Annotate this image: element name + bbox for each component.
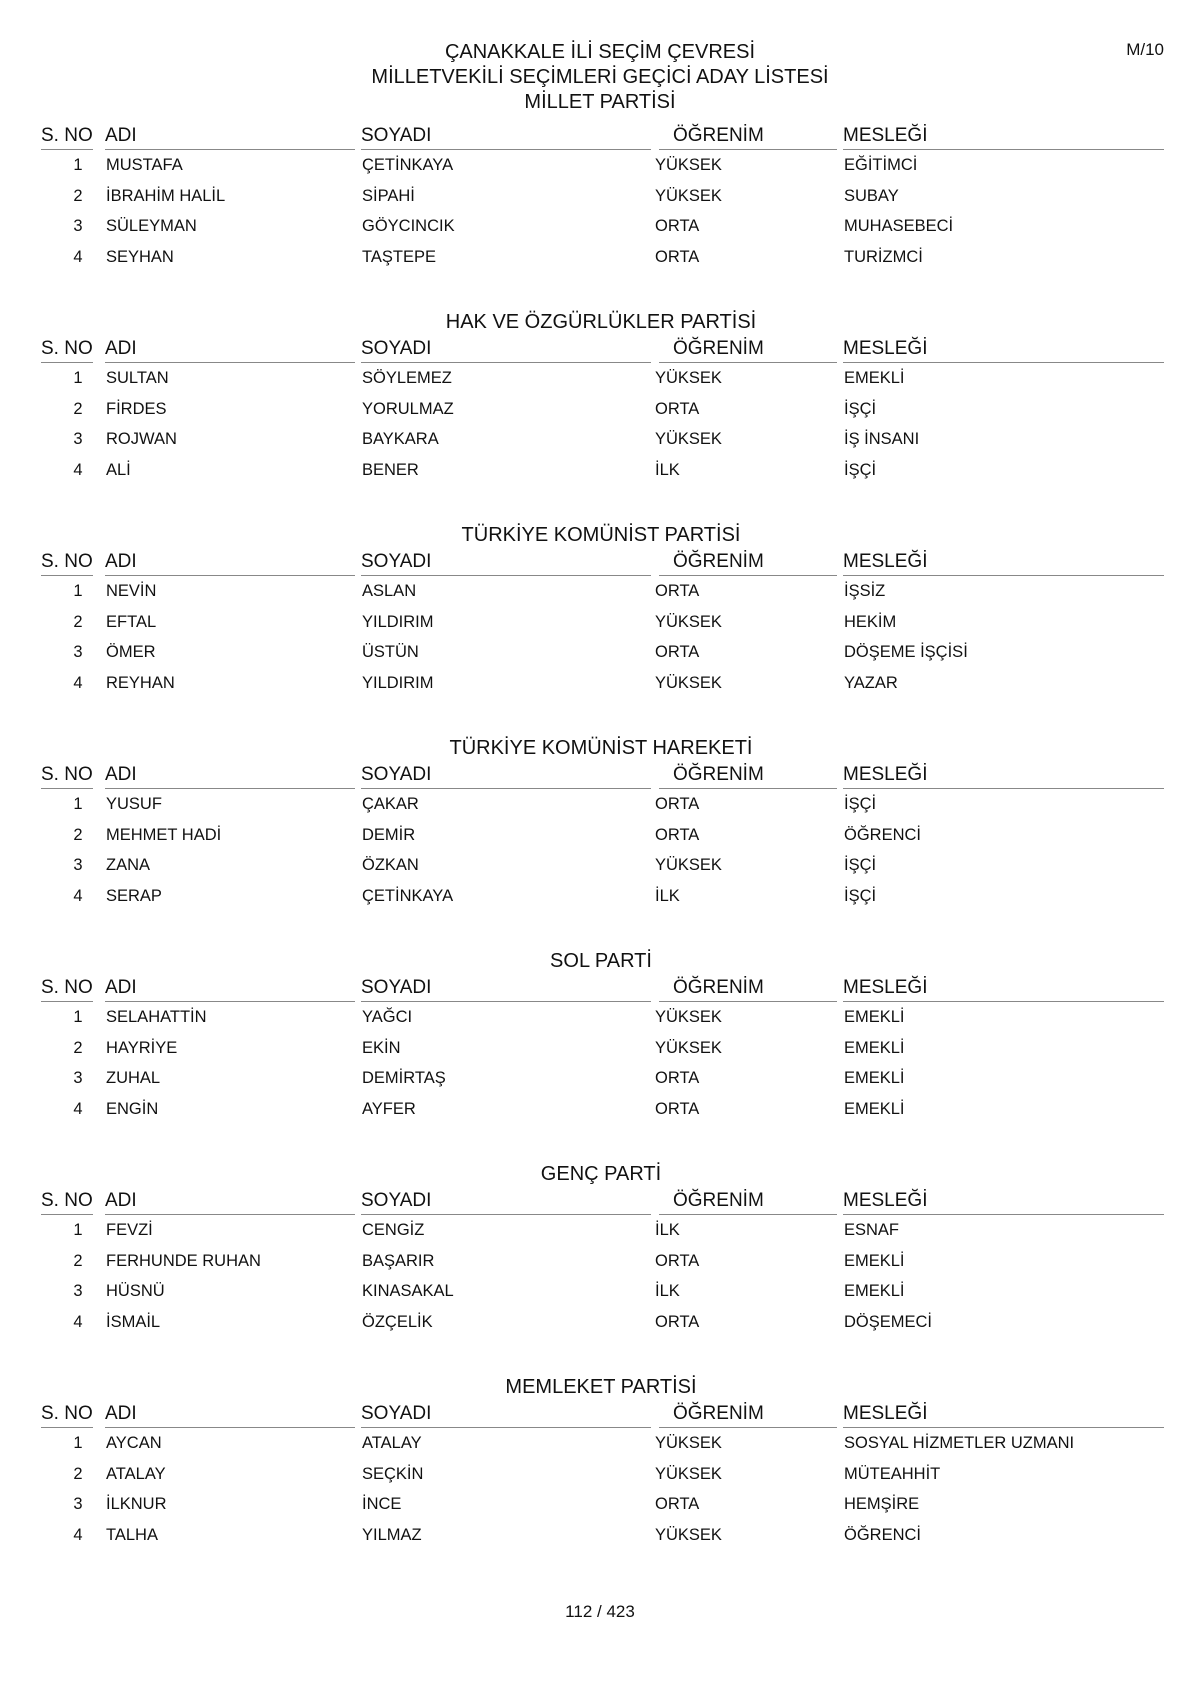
party-section [38, 737, 1164, 972]
candidate-rows [38, 1002, 1164, 1124]
column-header-adi: ADI [105, 124, 355, 150]
cell-meslek: EMEKLİ [844, 1282, 905, 1300]
cell-adi: AYCAN [106, 1434, 162, 1452]
column-header-soyadi: SOYADI [361, 124, 651, 150]
cell-meslek: ÖĞRENCİ [844, 825, 922, 844]
cell-adi: TALHA [106, 1525, 158, 1544]
cell-adi: FİRDES [106, 399, 167, 418]
cell-adi: SÜLEYMAN [106, 217, 197, 235]
cell-no: 4 [73, 1099, 83, 1118]
column-header-no: S. NO [41, 976, 93, 1002]
cell-soyadi: ÇETİNKAYA [362, 156, 454, 174]
column-header-no: S. NO [41, 124, 93, 150]
cell-no: 2 [73, 1251, 83, 1270]
cell-adi: ÖMER [106, 643, 156, 661]
table-header [38, 976, 1164, 1002]
cell-adi: ATALAY [106, 1464, 166, 1483]
column-header-ogrenim: ÖĞRENİM [659, 763, 837, 789]
table-row [38, 850, 1164, 881]
cell-soyadi: YORULMAZ [362, 399, 454, 418]
cell-meslek: EMEKLİ [844, 1038, 905, 1057]
cell-meslek: İŞÇİ [844, 886, 877, 905]
column-header-no: S. NO [41, 763, 93, 789]
cell-no: 2 [73, 1038, 83, 1057]
document-header [0, 40, 1200, 115]
table-row [38, 1428, 1164, 1459]
cell-no: 3 [73, 217, 83, 235]
cell-soyadi: DEMİRTAŞ [362, 1069, 446, 1087]
column-header-adi: ADI [105, 1189, 355, 1215]
cell-no: 1 [73, 1221, 83, 1239]
cell-no: 3 [73, 430, 83, 448]
column-header-meslek: MESLEĞİ [843, 1189, 1164, 1215]
table-row [38, 1307, 1164, 1338]
party-title: SOL PARTİ [550, 950, 652, 972]
cell-meslek: MÜTEAHHİT [844, 1464, 941, 1483]
cell-no: 4 [73, 460, 83, 479]
cell-ogrenim: ORTA [655, 399, 700, 418]
cell-adi: MUSTAFA [106, 156, 183, 174]
table-row [38, 1489, 1164, 1520]
cell-no: 1 [73, 156, 83, 174]
cell-no: 2 [73, 825, 83, 844]
candidate-rows [38, 576, 1164, 698]
table-header [38, 337, 1164, 363]
cell-adi: FERHUNDE RUHAN [106, 1251, 261, 1270]
table-header [38, 1189, 1164, 1215]
cell-ogrenim: ORTA [655, 1495, 700, 1513]
column-header-ogrenim: ÖĞRENİM [659, 124, 837, 150]
cell-ogrenim: YÜKSEK [655, 430, 722, 448]
cell-soyadi: BENER [362, 460, 419, 479]
column-header-adi: ADI [105, 1402, 355, 1428]
cell-ogrenim: ORTA [655, 1069, 700, 1087]
cell-no: 1 [73, 582, 83, 600]
party-title: GENÇ PARTİ [540, 1163, 662, 1185]
cell-adi: SERAP [106, 886, 162, 905]
cell-soyadi: EKİN [362, 1038, 401, 1057]
cell-soyadi: KINASAKAL [362, 1282, 454, 1300]
table-row [38, 1459, 1164, 1490]
column-header-ogrenim: ÖĞRENİM [659, 1402, 837, 1428]
cell-ogrenim: İLK [655, 886, 680, 905]
column-header-no: S. NO [41, 337, 93, 363]
column-header-ogrenim: ÖĞRENİM [659, 1189, 837, 1215]
cell-adi: SULTAN [106, 369, 169, 387]
cell-adi: İLKNUR [106, 1495, 167, 1513]
cell-adi: İSMAİL [106, 1312, 161, 1331]
cell-no: 4 [73, 886, 83, 905]
cell-adi: ZUHAL [106, 1069, 161, 1087]
cell-soyadi: TAŞTEPE [362, 247, 436, 266]
cell-adi: SEYHAN [106, 247, 174, 266]
column-header-ogrenim: ÖĞRENİM [659, 550, 837, 576]
table-row [38, 820, 1164, 851]
table-row [38, 607, 1164, 638]
cell-ogrenim: YÜKSEK [655, 1038, 722, 1057]
table-header [38, 1402, 1164, 1428]
cell-adi: HÜSNÜ [106, 1282, 165, 1300]
candidate-rows [38, 363, 1164, 485]
party-section [38, 1163, 1164, 1398]
cell-no: 1 [73, 1434, 83, 1452]
cell-soyadi: ÜSTÜN [362, 643, 419, 661]
cell-ogrenim: İLK [655, 1221, 680, 1239]
cell-meslek: SOSYAL HİZMETLER UZMANI [844, 1434, 1075, 1452]
column-header-meslek: MESLEĞİ [843, 550, 1164, 576]
cell-meslek: TURİZMCİ [844, 247, 923, 266]
cell-soyadi: SEÇKİN [362, 1464, 424, 1483]
column-header-soyadi: SOYADI [361, 1402, 651, 1428]
cell-ogrenim: YÜKSEK [655, 1525, 722, 1544]
table-row [38, 1094, 1164, 1125]
column-header-soyadi: SOYADI [361, 763, 651, 789]
cell-meslek: İŞSİZ [844, 582, 886, 600]
cell-ogrenim: YÜKSEK [655, 673, 722, 692]
party-title: HAK VE ÖZGÜRLÜKLER PARTİSİ [445, 311, 757, 333]
cell-no: 1 [73, 795, 83, 813]
header-party-title: MİLLET PARTİSİ [524, 91, 676, 113]
party-title: TÜRKİYE KOMÜNİST HAREKETİ [449, 737, 753, 759]
cell-no: 4 [73, 1312, 83, 1331]
table-row [38, 1063, 1164, 1094]
cell-meslek: EMEKLİ [844, 1251, 905, 1270]
cell-no: 2 [73, 186, 83, 205]
header-line-2: MİLLETVEKİLİ SEÇİMLERİ GEÇİCİ ADAY LİSTESİ [371, 66, 829, 88]
column-header-meslek: MESLEĞİ [843, 763, 1164, 789]
cell-meslek: ÖĞRENCİ [844, 1525, 922, 1544]
table-header [38, 763, 1164, 789]
table-row [38, 394, 1164, 425]
table-row [38, 363, 1164, 394]
cell-adi: ALİ [106, 460, 131, 479]
column-header-no: S. NO [41, 1189, 93, 1215]
cell-soyadi: ASLAN [362, 582, 417, 600]
cell-no: 3 [73, 856, 83, 874]
cell-no: 4 [73, 673, 83, 692]
page-code: M/10 [1126, 40, 1164, 59]
column-header-ogrenim: ÖĞRENİM [659, 337, 837, 363]
cell-ogrenim: ORTA [655, 1312, 700, 1331]
column-header-meslek: MESLEĞİ [843, 124, 1164, 150]
cell-ogrenim: YÜKSEK [655, 186, 722, 205]
cell-ogrenim: YÜKSEK [655, 1434, 722, 1452]
table-row [38, 1520, 1164, 1551]
cell-ogrenim: ORTA [655, 643, 700, 661]
cell-adi: EFTAL [106, 612, 157, 631]
cell-no: 2 [73, 612, 83, 631]
party-section [38, 120, 1164, 333]
cell-ogrenim: YÜKSEK [655, 156, 722, 174]
column-header-adi: ADI [105, 550, 355, 576]
party-section [38, 1376, 1164, 1611]
cell-meslek: MUHASEBECİ [844, 217, 954, 235]
cell-no: 1 [73, 1008, 83, 1026]
cell-ogrenim: YÜKSEK [655, 1008, 722, 1026]
party-section [38, 311, 1164, 546]
cell-no: 3 [73, 1282, 83, 1300]
party-section [38, 950, 1164, 1185]
cell-soyadi: ÖZKAN [362, 856, 419, 874]
cell-soyadi: CENGİZ [362, 1221, 425, 1239]
table-row [38, 1033, 1164, 1064]
cell-ogrenim: YÜKSEK [655, 369, 722, 387]
column-header-adi: ADI [105, 976, 355, 1002]
table-row [38, 242, 1164, 273]
column-header-ogrenim: ÖĞRENİM [659, 976, 837, 1002]
cell-soyadi: YILMAZ [362, 1525, 422, 1544]
candidate-rows [38, 150, 1164, 272]
cell-meslek: EMEKLİ [844, 1069, 905, 1087]
cell-no: 2 [73, 399, 83, 418]
header-line-1: ÇANAKKALE İLİ SEÇİM ÇEVRESİ [444, 41, 756, 63]
cell-ogrenim: YÜKSEK [655, 612, 722, 631]
cell-meslek: DÖŞEME İŞÇİSİ [844, 643, 968, 661]
cell-ogrenim: YÜKSEK [655, 856, 722, 874]
cell-meslek: EMEKLİ [844, 369, 905, 387]
cell-soyadi: SİPAHİ [362, 186, 415, 205]
table-row [38, 1246, 1164, 1277]
column-header-soyadi: SOYADI [361, 1189, 651, 1215]
table-row [38, 576, 1164, 607]
cell-soyadi: DEMİR [362, 825, 416, 844]
column-header-soyadi: SOYADI [361, 976, 651, 1002]
table-row [38, 789, 1164, 820]
cell-no: 3 [73, 643, 83, 661]
table-row [38, 1215, 1164, 1246]
cell-ogrenim: ORTA [655, 825, 700, 844]
party-title: MEMLEKET PARTİSİ [505, 1376, 697, 1398]
cell-soyadi: ATALAY [362, 1434, 422, 1452]
table-row [38, 181, 1164, 212]
cell-soyadi: SÖYLEMEZ [362, 369, 452, 387]
column-header-no: S. NO [41, 550, 93, 576]
column-header-meslek: MESLEĞİ [843, 337, 1164, 363]
column-header-soyadi: SOYADI [361, 550, 651, 576]
cell-no: 2 [73, 1464, 83, 1483]
cell-no: 1 [73, 369, 83, 387]
cell-soyadi: GÖYCINCIK [362, 217, 455, 235]
cell-ogrenim: ORTA [655, 1251, 700, 1270]
cell-meslek: DÖŞEMECİ [844, 1312, 933, 1331]
table-header [38, 124, 1164, 150]
cell-soyadi: YILDIRIM [362, 612, 434, 631]
cell-soyadi: BAYKARA [362, 430, 439, 448]
cell-adi: YUSUF [106, 795, 162, 813]
cell-meslek: İŞÇİ [844, 795, 877, 813]
cell-meslek: EMEKLİ [844, 1099, 905, 1118]
cell-ogrenim: ORTA [655, 582, 700, 600]
cell-no: 3 [73, 1495, 83, 1513]
cell-soyadi: YILDIRIM [362, 673, 434, 692]
column-header-adi: ADI [105, 763, 355, 789]
cell-meslek: İŞÇİ [844, 460, 877, 479]
cell-soyadi: ÖZÇELİK [362, 1312, 433, 1331]
cell-ogrenim: ORTA [655, 795, 700, 813]
cell-soyadi: ÇAKAR [362, 795, 419, 813]
cell-meslek: SUBAY [844, 186, 899, 205]
cell-meslek: HEKİM [844, 612, 897, 631]
cell-adi: İBRAHİM HALİL [106, 186, 226, 205]
cell-no: 3 [73, 1069, 83, 1087]
cell-meslek: YAZAR [844, 673, 898, 692]
cell-soyadi: BAŞARIR [362, 1251, 435, 1270]
candidate-rows [38, 1215, 1164, 1337]
cell-soyadi: YAĞCI [362, 1008, 413, 1026]
column-header-no: S. NO [41, 1402, 93, 1428]
party-section [38, 524, 1164, 759]
cell-meslek: EĞİTİMCİ [844, 156, 918, 174]
cell-adi: ZANA [106, 856, 151, 874]
table-row [38, 455, 1164, 486]
table-header [38, 550, 1164, 576]
column-header-meslek: MESLEĞİ [843, 976, 1164, 1002]
cell-adi: ROJWAN [106, 430, 177, 448]
cell-meslek: İŞÇİ [844, 399, 877, 418]
party-title: TÜRKİYE KOMÜNİST PARTİSİ [461, 524, 741, 546]
cell-ogrenim: İLK [655, 1282, 680, 1300]
table-row [38, 1276, 1164, 1307]
cell-adi: SELAHATTİN [106, 1008, 207, 1026]
column-header-meslek: MESLEĞİ [843, 1402, 1164, 1428]
column-header-adi: ADI [105, 337, 355, 363]
cell-meslek: İŞ İNSANI [844, 430, 920, 448]
cell-meslek: HEMŞİRE [844, 1495, 920, 1513]
cell-soyadi: AYFER [362, 1099, 416, 1118]
cell-adi: REYHAN [106, 673, 175, 692]
candidate-rows [38, 789, 1164, 911]
candidate-rows [38, 1428, 1164, 1550]
column-header-soyadi: SOYADI [361, 337, 651, 363]
page-number: 112 / 423 [565, 1602, 635, 1621]
cell-no: 4 [73, 247, 83, 266]
cell-meslek: İŞÇİ [844, 856, 877, 874]
cell-adi: NEVİN [106, 582, 157, 600]
table-row [38, 637, 1164, 668]
candidate-sections [38, 120, 1164, 1611]
table-row [38, 150, 1164, 181]
table-row [38, 1002, 1164, 1033]
table-row [38, 668, 1164, 699]
cell-meslek: EMEKLİ [844, 1008, 905, 1026]
cell-ogrenim: YÜKSEK [655, 1464, 722, 1483]
cell-no: 4 [73, 1525, 83, 1544]
cell-soyadi: İNCE [362, 1495, 402, 1513]
cell-adi: ENGİN [106, 1099, 159, 1118]
cell-ogrenim: İLK [655, 460, 680, 479]
cell-meslek: ESNAF [844, 1221, 900, 1239]
cell-soyadi: ÇETİNKAYA [362, 886, 454, 905]
table-row [38, 881, 1164, 912]
cell-ogrenim: ORTA [655, 1099, 700, 1118]
cell-adi: MEHMET HADİ [106, 825, 222, 844]
cell-ogrenim: ORTA [655, 217, 700, 235]
table-row [38, 211, 1164, 242]
table-row [38, 424, 1164, 455]
cell-adi: HAYRİYE [106, 1038, 178, 1057]
cell-adi: FEVZİ [106, 1221, 153, 1239]
cell-ogrenim: ORTA [655, 247, 700, 266]
